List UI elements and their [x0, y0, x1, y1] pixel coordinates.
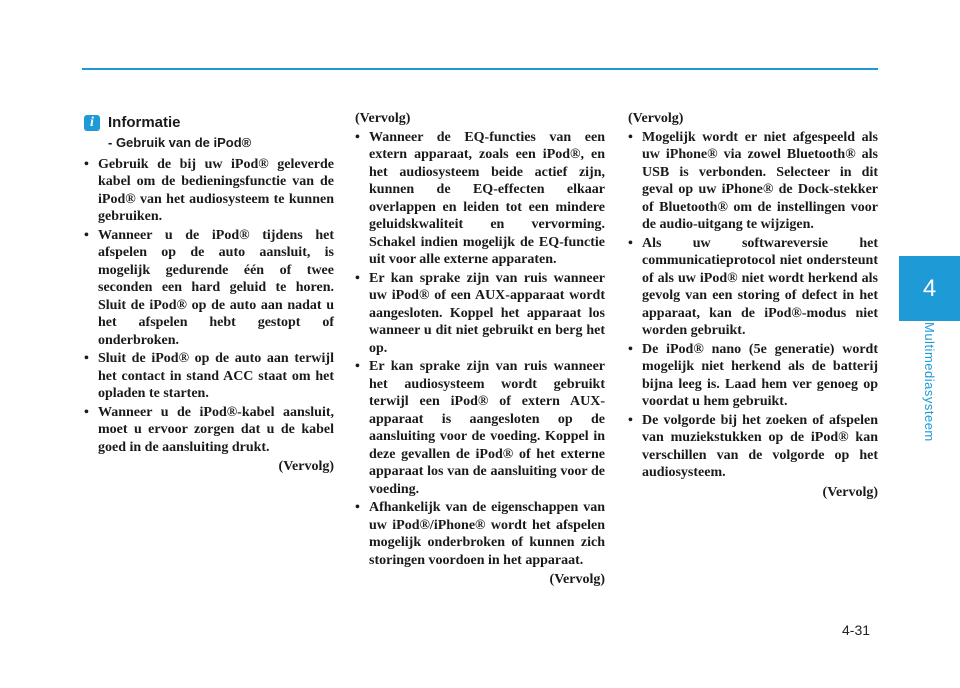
list-item: • Wanneer u de iPod®-kabel aansluit, moet u ervoor zorgen dat u de kabel goed in de aansluiting drukt. [84, 404, 334, 455]
info-title: Informatie [108, 114, 181, 131]
list-item: • Als uw softwareversie het communicatieprotocol niet ondersteunt of als uw iPod® niet wordt herkend als gevolg van een storing of defect in het apparaat, kan de iPod®-modus niet worden gebruikt. [628, 235, 878, 338]
list-item: • Wanneer u de iPod® tijdens het afspelen op de auto aansluit, is mogelijk gedurende één of twee seconden een hard geluid te horen. Sluit de iPod® op de auto aan nadat u het afspelen hebt gestopt of onderbroken. [84, 227, 334, 348]
list-item: • Er kan sprake zijn van ruis wanneer uw iPod® of een AUX-apparaat wordt aangesloten. Koppel het apparaat los wanneer u dit niet gebruikt en berg het op. [355, 270, 605, 356]
list-item: • Afhankelijk van de eigenschappen van uw iPod®/iPhone® wordt het afspelen mogelijk onderbroken of kunnen zich storingen voordoen in het apparaat. [355, 500, 605, 568]
info-i-icon: i [84, 115, 100, 131]
column-1 [84, 108, 334, 476]
bullet-list-1 [84, 156, 334, 457]
page-number: 4-31 [842, 622, 871, 638]
info-subtitle: - Gebruik van de iPod® [108, 135, 252, 150]
list-item: • Wanneer de EQ-functies van een extern apparaat, zoals een iPod®, en het audiosysteem beide actief zijn, kunnen de EQ-effecten elkaar overlappen en leiden tot een mindere geluidskwaliteit en vervorming. Schakel indien mogelijk de EQ-functie uit voor alle externe apparaten. [355, 129, 605, 267]
chapter-tab [899, 256, 960, 321]
continued-label: (Vervolg) [278, 459, 334, 474]
header-rule [82, 68, 878, 70]
list-item: • Sluit de iPod® op de auto aan terwijl het contact in stand ACC staat om het opladen te starten. [84, 351, 334, 401]
continued-header: (Vervolg) [355, 111, 411, 126]
list-item: • De iPod® nano (5e generatie) wordt mogelijk niet herkend als de batterij bijna leeg is. Laad hem ver genoeg op voordat u hem gebruikt. [628, 341, 878, 409]
list-item: • Gebruik de bij uw iPod® geleverde kabel om de bedieningsfunctie van de iPod® van het audiosysteem te kunnen gebruiken. [84, 156, 334, 224]
list-item: • Mogelijk wordt er niet afgespeeld als uw iPhone® via zowel Bluetooth® als USB is verbonden. Selecteer in dit geval op uw iPhone® de Dock-stekker of Bluetooth® om de instellingen voor de audio-uitgang te wijzigen. [628, 129, 878, 232]
continued-label: (Vervolg) [549, 572, 605, 587]
chapter-title: Multimediasysteem [922, 322, 937, 442]
chapter-number: 4 [922, 275, 937, 302]
column-3 [628, 110, 878, 501]
column-2 [355, 110, 605, 589]
info-header [84, 114, 334, 134]
bullet-list-3 [628, 129, 878, 482]
list-item: • De volgorde bij het zoeken of afspelen van muziekstukken op de iPod® kan verschillen van de volgorde op het audiosysteem. [628, 412, 878, 480]
continued-header: (Vervolg) [628, 111, 684, 126]
bullet-list-2 [355, 129, 605, 570]
continued-label: (Vervolg) [822, 484, 878, 500]
list-item: • Er kan sprake zijn van ruis wanneer het audiosysteem wordt gebruikt terwijl een iPod® of extern AUX-apparaat is aangesloten op de aansluiting voor de voeding. Koppel in deze gevallen de iPod® of het externe apparaat los van de aansluiting voor de voeding. [355, 359, 605, 497]
